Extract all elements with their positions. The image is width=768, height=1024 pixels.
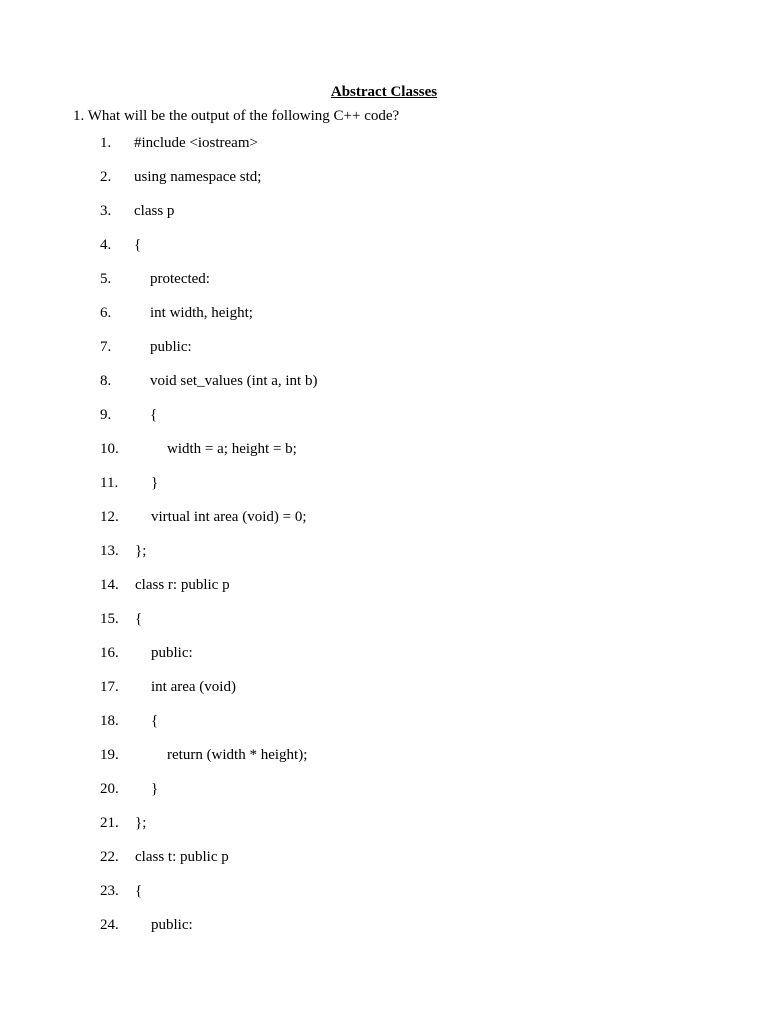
line-number: 11. [100,475,119,491]
code-text: { [135,883,143,899]
code-line [0,134,768,168]
code-line [0,270,768,304]
question-text: 1. What will be the output of the following C++ code? [73,108,400,124]
code-text: { [135,611,143,627]
code-line [0,848,768,882]
line-number: 8. [100,373,112,389]
code-text: virtual int area (void) = 0; [151,509,307,525]
line-number: 16. [100,645,119,661]
line-number: 20. [100,781,119,797]
line-number: 17. [100,679,119,695]
code-text: protected: [150,271,210,287]
line-number: 23. [100,883,119,899]
line-number: 2. [100,169,112,185]
code-line [0,780,768,814]
code-listing [0,134,768,950]
code-line [0,338,768,372]
code-line [0,406,768,440]
code-line [0,474,768,508]
code-text: return (width * height); [167,747,308,763]
code-text: public: [151,645,193,661]
code-line [0,168,768,202]
line-number: 1. [100,135,112,151]
code-line [0,712,768,746]
code-line [0,746,768,780]
line-number: 4. [100,237,112,253]
code-line [0,882,768,916]
line-number: 7. [100,339,112,355]
code-text: } [151,475,159,491]
code-line [0,202,768,236]
line-number: 22. [100,849,119,865]
code-line [0,508,768,542]
code-line [0,814,768,848]
line-number: 13. [100,543,119,559]
line-number: 9. [100,407,112,423]
line-number: 19. [100,747,119,763]
code-text: #include <iostream> [134,135,258,151]
code-text: class p [134,203,175,219]
code-text: int width, height; [150,305,253,321]
line-number: 3. [100,203,112,219]
document-title: Abstract Classes [330,84,438,100]
code-text: } [151,781,159,797]
code-line [0,916,768,950]
code-text: int area (void) [151,679,236,695]
code-line [0,236,768,270]
code-text: class r: public p [135,577,230,593]
code-line [0,576,768,610]
code-text: { [134,237,142,253]
code-text: void set_values (int a, int b) [150,373,318,389]
line-number: 24. [100,917,119,933]
line-number: 5. [100,271,112,287]
code-text: public: [151,917,193,933]
code-text: width = a; height = b; [167,441,297,457]
code-line [0,644,768,678]
code-line [0,304,768,338]
line-number: 14. [100,577,119,593]
line-number: 15. [100,611,119,627]
code-line [0,542,768,576]
code-line [0,678,768,712]
line-number: 10. [100,441,119,457]
code-text: class t: public p [135,849,229,865]
line-number: 12. [100,509,119,525]
line-number: 6. [100,305,112,321]
code-text: { [151,713,159,729]
line-number: 21. [100,815,119,831]
code-text: { [150,407,158,423]
code-text: }; [135,543,147,559]
line-number: 18. [100,713,119,729]
code-line [0,372,768,406]
code-text: public: [150,339,192,355]
code-text: using namespace std; [134,169,262,185]
code-line [0,440,768,474]
code-text: }; [135,815,147,831]
code-line [0,610,768,644]
